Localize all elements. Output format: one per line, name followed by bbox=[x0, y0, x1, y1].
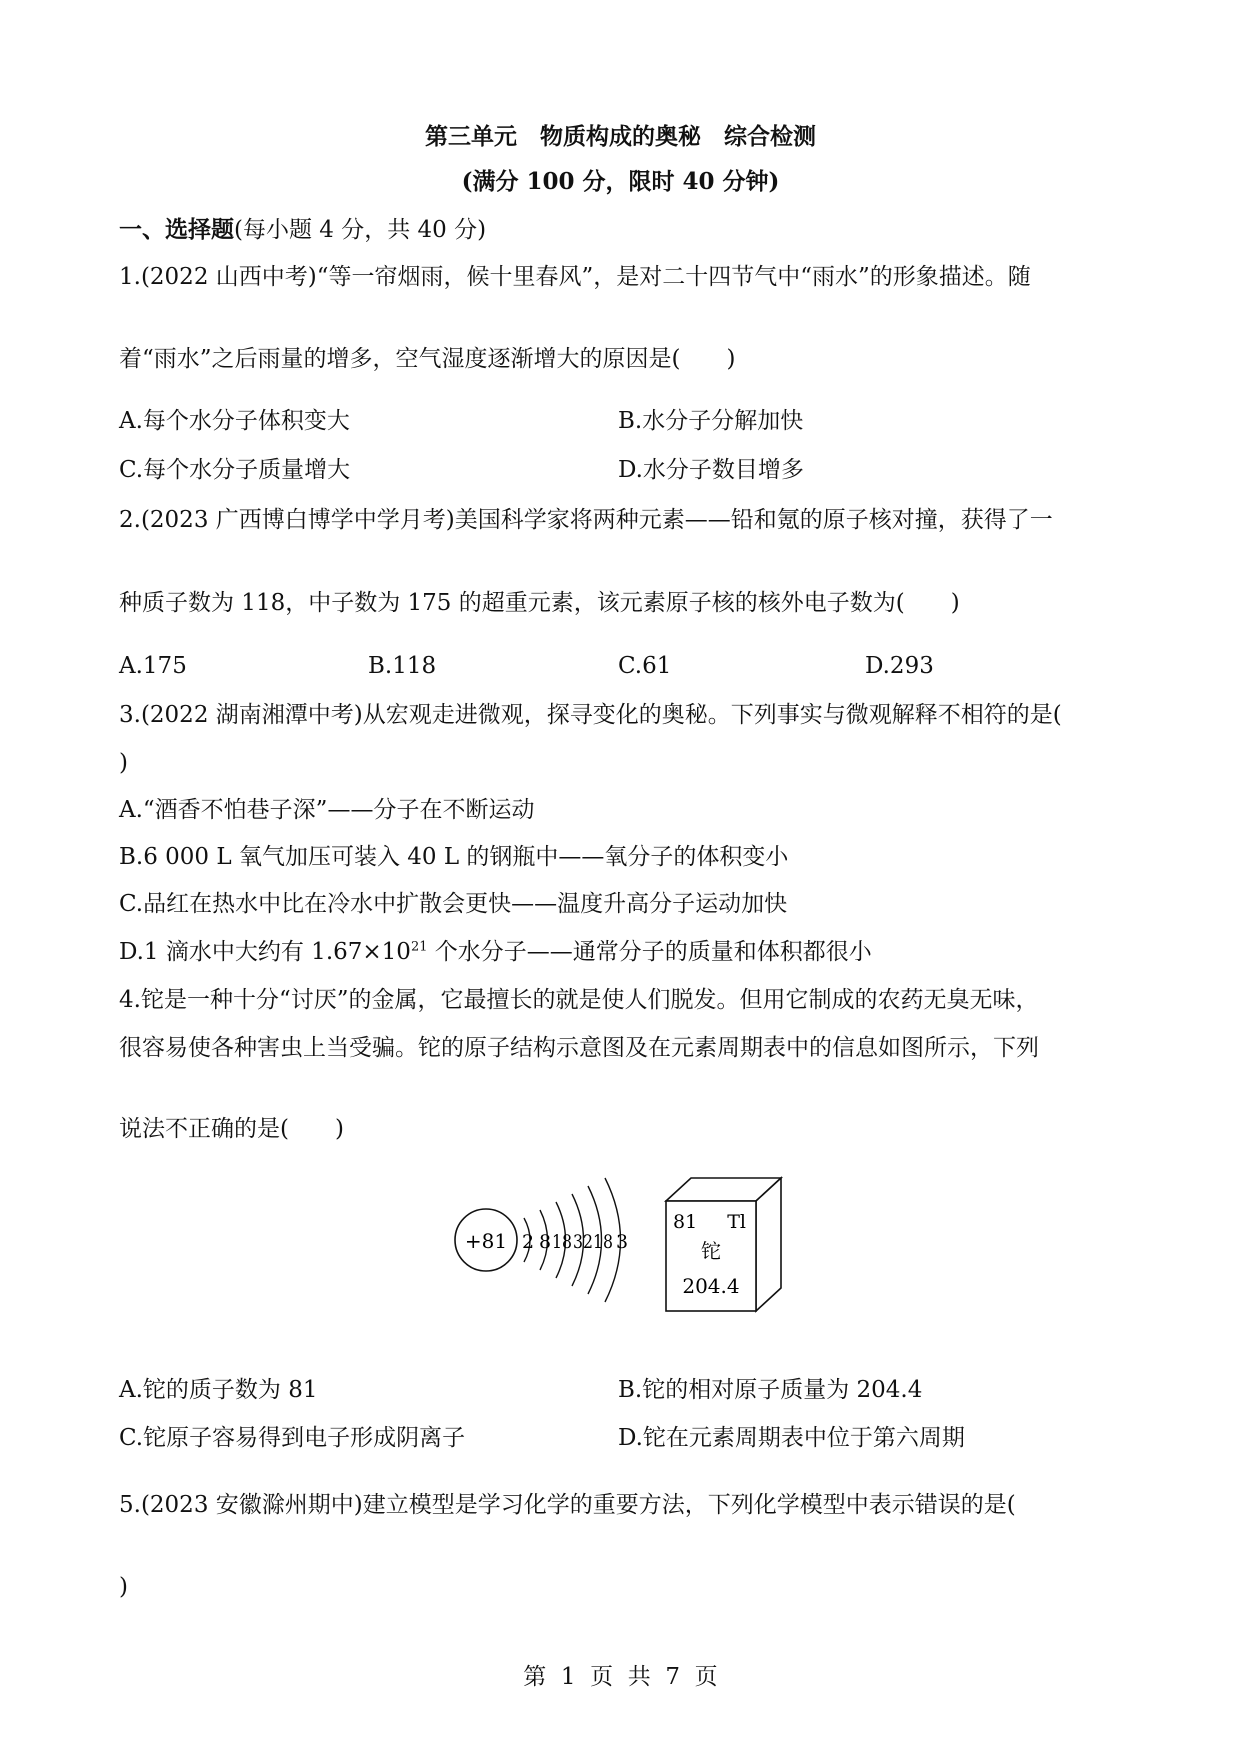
q1-option-d: D.水分子数目增多 bbox=[618, 457, 804, 483]
q3-option-b: B.6 000 L 氧气加压可装入 40 L 的钢瓶中——氧分子的体积变小 bbox=[119, 844, 789, 870]
thallium-figure bbox=[440, 1168, 800, 1318]
nucleus-charge: +81 bbox=[464, 1229, 508, 1253]
q3-stem-line1: 3.(2022 湖南湘潭中考)从宏观走进微观，探寻变化的奥秘。下列事实与微观解释不相符的是( bbox=[119, 702, 1062, 728]
q3-option-d bbox=[119, 937, 872, 967]
cell-name: 铊 bbox=[701, 1239, 721, 1263]
q2-stem-line2: 种质子数为 118，中子数为 175 的超重元素，该元素原子核的核外电子数为( ) bbox=[119, 590, 960, 616]
q4-option-c: C.铊原子容易得到电子形成阴离子 bbox=[119, 1425, 466, 1451]
q4-stem-line2: 很容易使各种害虫上当受骗。铊的原子结构示意图及在元素周期表中的信息如图所示，下列 bbox=[119, 1035, 1039, 1061]
periodic-table-cell bbox=[666, 1178, 781, 1311]
atom-structure-diagram bbox=[455, 1178, 628, 1302]
q4-option-a: A.铊的质子数为 81 bbox=[119, 1377, 318, 1403]
q3-option-a: A.“酒香不怕巷子深”——分子在不断运动 bbox=[119, 797, 535, 823]
q1-option-b: B.水分子分解加快 bbox=[618, 408, 804, 434]
q3-stem-line2: ) bbox=[119, 750, 128, 776]
page-subtitle: (满分 100 分，限时 40 分钟) bbox=[461, 168, 780, 195]
q4-stem-line1: 4.铊是一种十分“讨厌”的金属，它最擅长的就是使人们脱发。但用它制成的农药无臭无味， bbox=[119, 987, 1039, 1013]
page-number: 第 1 页 共 7 页 bbox=[523, 1664, 718, 1690]
q2-option-c: C.61 bbox=[618, 653, 672, 679]
q4-option-d: D.铊在元素周期表中位于第六周期 bbox=[618, 1425, 965, 1451]
q1-option-c: C.每个水分子质量增大 bbox=[119, 457, 351, 483]
cell-atomic-mass: 204.4 bbox=[682, 1274, 740, 1298]
q1-stem-line2: 着“雨水”之后雨量的增多，空气湿度逐渐增大的原因是( ) bbox=[119, 346, 736, 372]
cell-side-face bbox=[756, 1178, 781, 1311]
q5-stem-line2: ) bbox=[119, 1574, 128, 1600]
page-title: 第三单元 物质构成的奥秘 综合检测 bbox=[425, 123, 816, 150]
shell-count-5: 18 bbox=[593, 1231, 613, 1253]
cell-atomic-number: 81 bbox=[673, 1211, 698, 1233]
q4-option-b: B.铊的相对原子质量为 204.4 bbox=[618, 1377, 923, 1403]
section-heading-label: 一、选择题 bbox=[119, 216, 234, 243]
q3-option-d-pre: D.1 滴水中大约有 1.67×10 bbox=[119, 939, 411, 965]
q3-option-c: C.品红在热水中比在冷水中扩散会更快——温度升高分子运动加快 bbox=[119, 891, 788, 917]
shell-count-3: 18 bbox=[552, 1231, 572, 1253]
q2-stem-line1: 2.(2023 广西博白博学中学月考)美国科学家将两种元素——铅和氪的原子核对撞，获得了一 bbox=[119, 507, 1053, 533]
section-heading-note: (每小题 4 分，共 40 分) bbox=[234, 217, 487, 243]
q2-option-b: B.118 bbox=[368, 653, 437, 679]
q3-option-d-exponent: 21 bbox=[410, 939, 428, 955]
shell-count-6: 3 bbox=[615, 1231, 629, 1253]
q4-stem-line3: 说法不正确的是( ) bbox=[119, 1116, 344, 1142]
q5-stem-line1: 5.(2023 安徽滁州期中)建立模型是学习化学的重要方法，下列化学模型中表示错误的是( bbox=[119, 1492, 1016, 1518]
q3-option-d-post: 个水分子——通常分子的质量和体积都很小 bbox=[427, 939, 872, 965]
shell-count-1: 2 bbox=[521, 1231, 535, 1253]
cell-symbol: Tl bbox=[727, 1211, 746, 1233]
q2-option-d: D.293 bbox=[865, 653, 934, 679]
shell-count-2: 8 bbox=[538, 1231, 552, 1253]
shell-count-4: 32 bbox=[573, 1231, 593, 1253]
q1-option-a: A.每个水分子体积变大 bbox=[119, 408, 350, 434]
section-heading bbox=[119, 215, 486, 245]
q2-option-a: A.175 bbox=[119, 653, 187, 679]
q1-stem-line1: 1.(2022 山西中考)“等一帘烟雨，候十里春风”，是对二十四节气中“雨水”的形象描述。随 bbox=[119, 264, 1031, 290]
